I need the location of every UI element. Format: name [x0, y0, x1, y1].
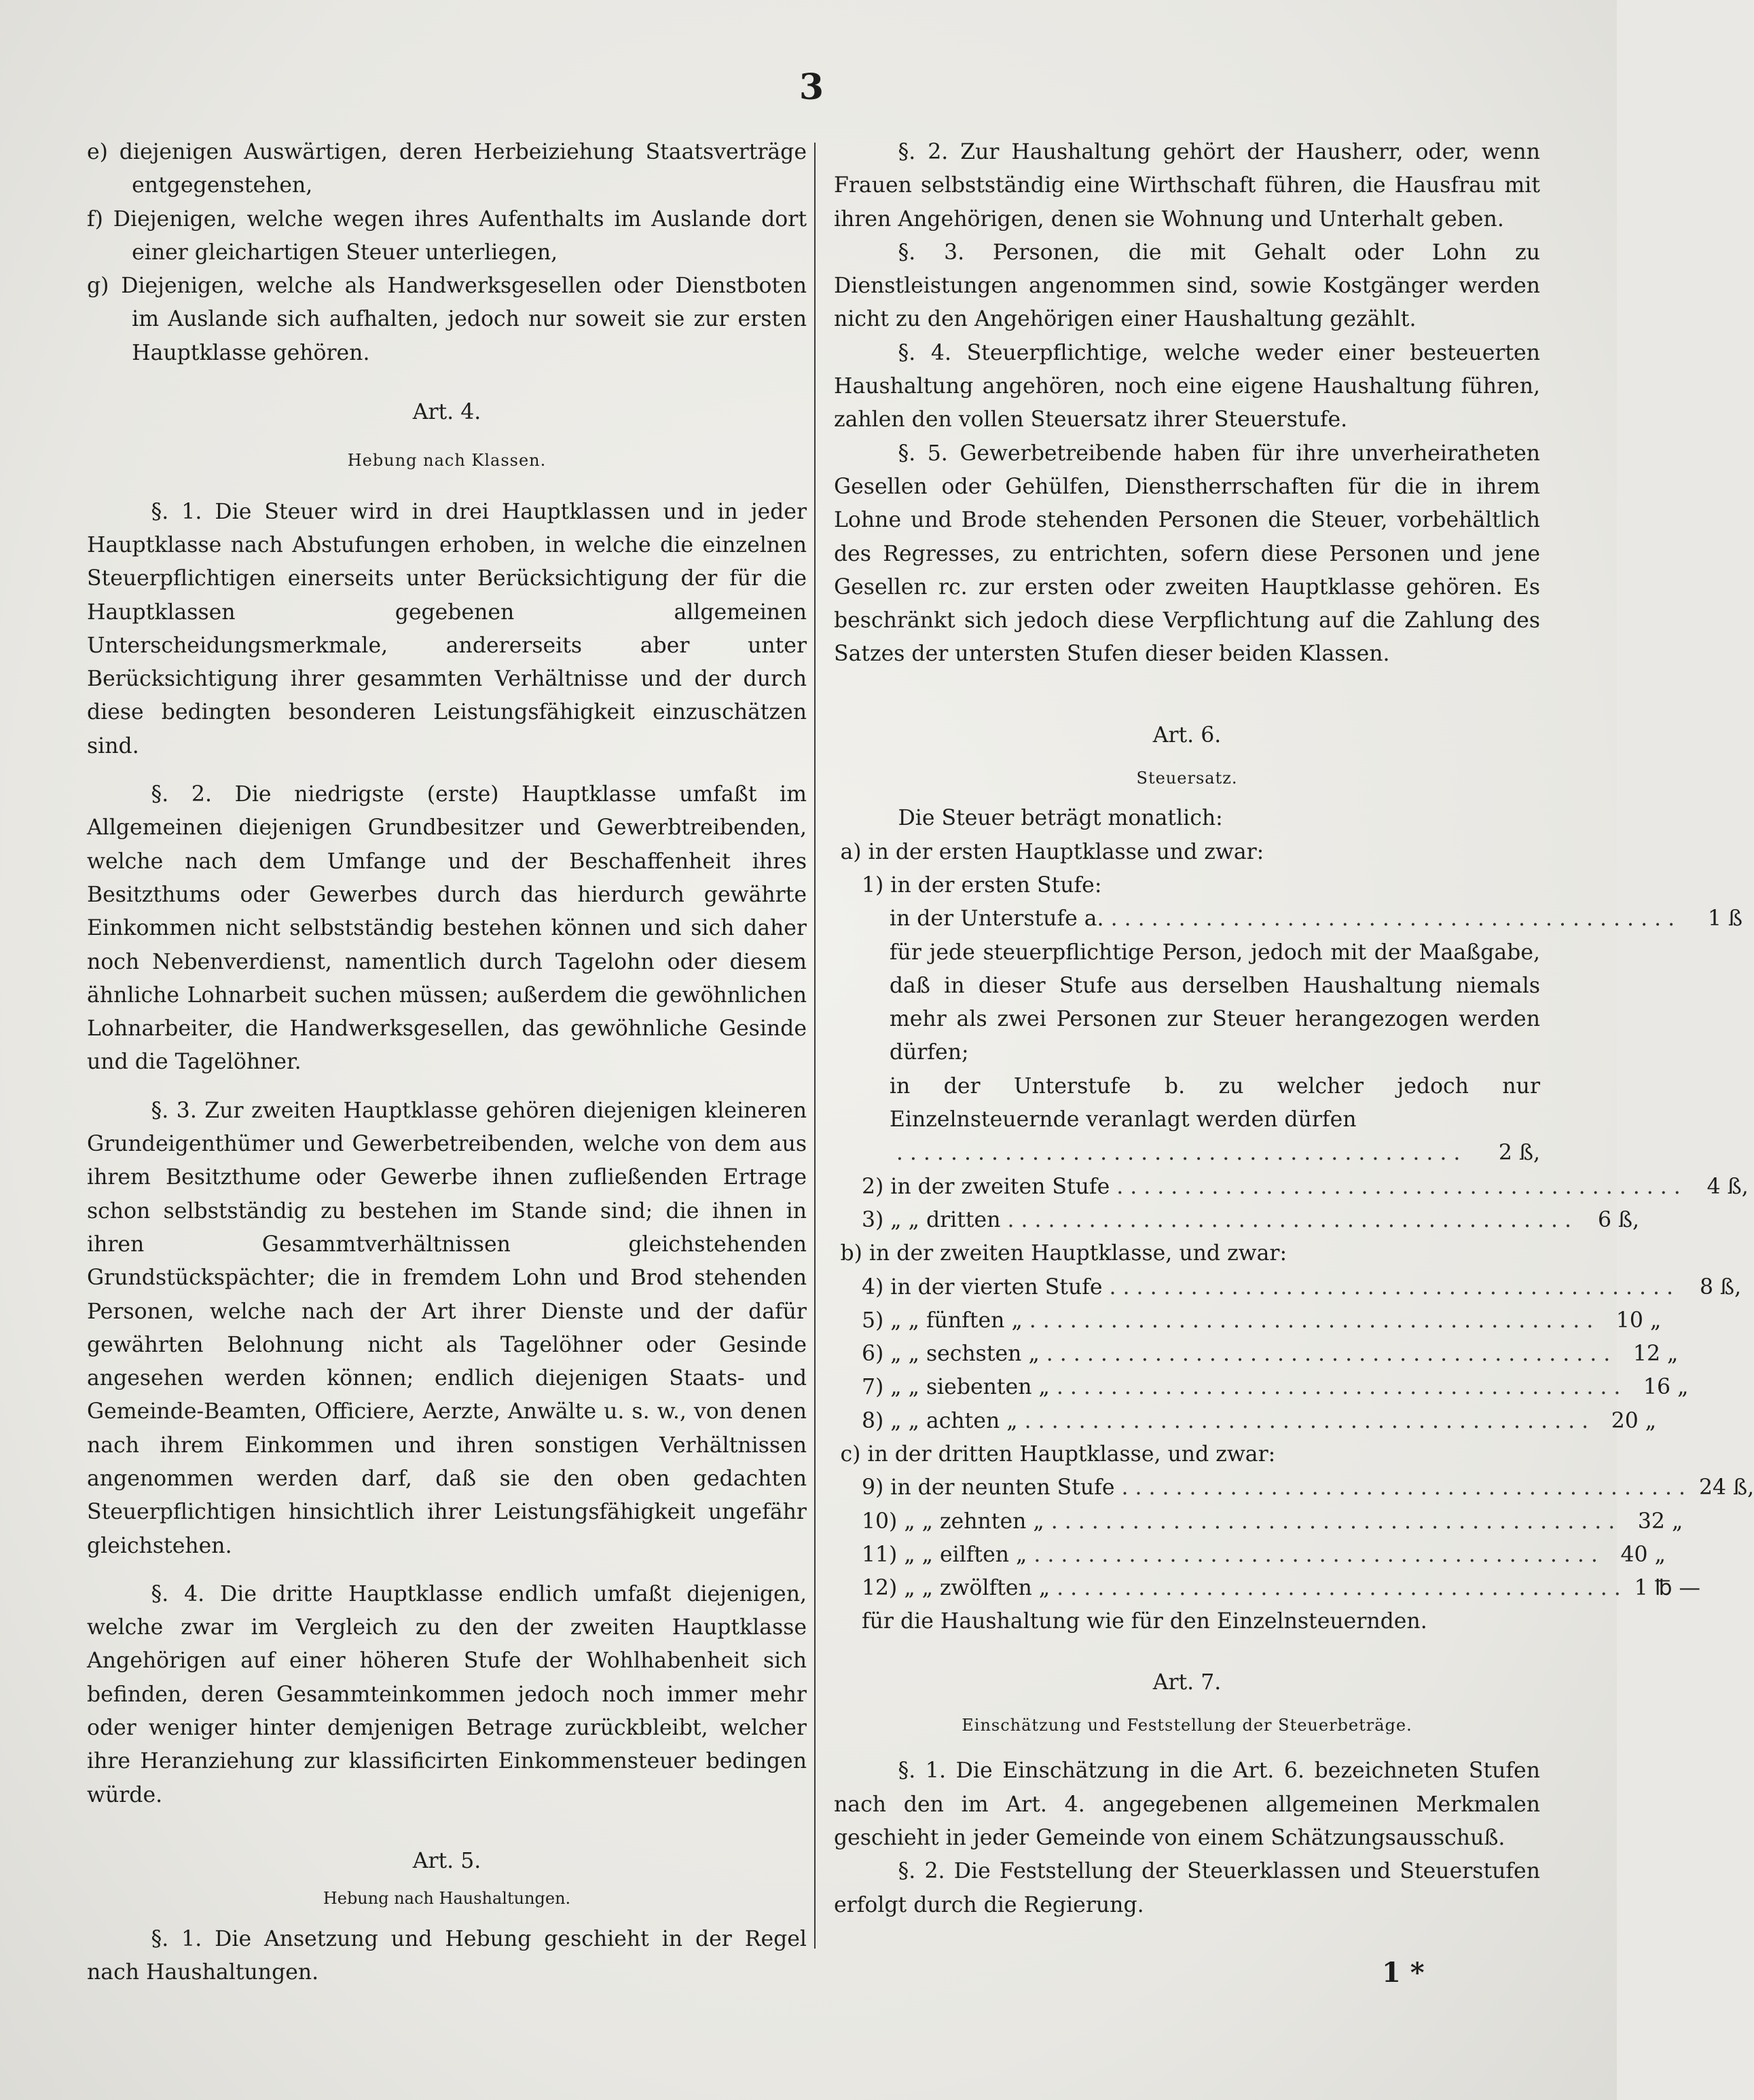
article-7-subheading: Einschätzung und Feststellung der Steuerbeträge.	[962, 1716, 1412, 1735]
tariff-label: 2) in der zweiten Stufe	[861, 1174, 1110, 1199]
tariff-label: 11) „ „ eilften „	[861, 1542, 1027, 1567]
tariff-class-c: c) in der dritten Hauptklasse, und zwar:	[840, 1441, 1276, 1467]
article-5-subheading: Hebung nach Haushaltungen.	[323, 1889, 571, 1909]
tariff-amount: 6 ß,	[1597, 1207, 1640, 1232]
tariff-row	[834, 1204, 1640, 1237]
tariff-class-a: a) in der ersten Hauptklasse und zwar:	[840, 839, 1264, 864]
tariff-label: 7) „ „ siebenten „	[861, 1375, 1050, 1400]
article-6-heading: Art. 6.	[1152, 722, 1222, 748]
tariff-amount: 4 ß,	[1706, 1174, 1749, 1199]
tariff-label: 10) „ „ zehnten „	[861, 1509, 1044, 1534]
tariff-note: für jede steuerpflichtige Person, jedoch mit der Maaßgabe, daß in dieser Stufe aus derselben Haushaltung niemals mehr als zwei Personen zur Steuer herangezogen werden dürfen;	[889, 940, 1540, 1065]
leader-dots: ..........................................	[1110, 906, 1682, 932]
paragraph: §. 3. Personen, die mit Gehalt oder Lohn zu Dienstleistungen angenommen sind, sowie Kostgänger werden nicht zu den Angehörigen einer Haushaltung gezählt.	[834, 240, 1540, 332]
list-item: f) Diejenigen, welche wegen ihres Aufenthalts im Auslande dort einer gleichartigen Steuer unterliegen,	[87, 206, 807, 265]
tariff-label: 5) „ „ fünften „	[861, 1308, 1023, 1333]
tariff-amount: 32 „	[1637, 1509, 1683, 1534]
tariff-amount: 1 ℔ —	[1634, 1576, 1701, 1601]
paragraph: §. 4. Steuerpflichtige, welche weder einer besteuerten Haushaltung angehören, noch eine eigene Haushaltung führen, zahlen den vollen Steuersatz ihrer Steuerstufe.	[834, 340, 1540, 432]
page-number: 3	[799, 67, 824, 108]
tariff-amount: 20 „	[1611, 1408, 1657, 1433]
leader-dots: ..........................................	[1116, 1174, 1687, 1199]
tariff-row	[834, 1171, 1749, 1204]
tariff-row	[834, 1304, 1662, 1338]
tariff-note: für die Haushaltung wie für den Einzelnsteuernden.	[861, 1609, 1427, 1634]
tariff-row	[834, 1371, 1689, 1404]
article-7-heading: Art. 7.	[1152, 1670, 1222, 1695]
tariff-row	[834, 1471, 1754, 1505]
paragraph: §. 2. Die Feststellung der Steuerklassen und Steuerstufen erfolgt durch die Regierung.	[834, 1859, 1540, 1917]
paragraph: §. 1. Die Steuer wird in drei Hauptklassen und in jeder Hauptklasse nach Abstufungen erhoben, in welche die einzelnen Steuerpflichtigen einerseits unter Berücksichtigung der für die Hauptklassen gegebenen allgemeinen Unterscheidungsmerkmale, andererseits aber unter Berücksichtigung ihrer gesammten Verhältnisse und der durch diese bedingten besonderen Leistungsfähigkeit einzuschätzen sind.	[87, 499, 807, 758]
leader-dots: ..........................................	[1007, 1207, 1579, 1232]
tariff-amount: 8 ß,	[1699, 1274, 1742, 1300]
tariff-row	[834, 1405, 1657, 1438]
leader-dots: ..........................................	[896, 1141, 1467, 1166]
right-column	[834, 136, 1754, 1922]
leader-dots: ..........................................	[1121, 1475, 1693, 1500]
paragraph: §. 2. Zur Haushaltung gehört der Hausherr, oder, wenn Frauen selbstständig eine Wirthschaft führen, die Hausfrau mit ihren Angehörigen, denen sie Wohnung und Unterhalt geben.	[834, 140, 1540, 232]
article-6-subheading: Steuersatz.	[1136, 769, 1238, 788]
leader-dots: ..........................................	[1056, 1375, 1628, 1400]
tariff-label: 9) in der neunten Stufe	[861, 1475, 1115, 1500]
tariff-row	[834, 1539, 1666, 1572]
tariff-row	[834, 1338, 1679, 1371]
tariff-class-b: b) in der zweiten Hauptklasse, und zwar:	[840, 1241, 1287, 1266]
article-4-subheading: Hebung nach Klassen.	[347, 451, 547, 471]
list-item: e) diejenigen Auswärtigen, deren Herbeiziehung Staatsverträge entgegenstehen,	[87, 140, 807, 198]
left-column	[87, 136, 807, 1989]
tariff-label: 6) „ „ sechsten „	[861, 1342, 1040, 1367]
tariff-row	[834, 1572, 1701, 1605]
tariff-row	[834, 1271, 1742, 1304]
tariff-amount: 24 ß,	[1699, 1475, 1754, 1500]
tariff-row	[834, 902, 1743, 936]
tariff-amount: 1 ß	[1708, 906, 1743, 932]
tariff-label: 4) in der vierten Stufe	[861, 1274, 1103, 1300]
tariff-intro: Die Steuer beträgt monatlich:	[898, 806, 1223, 831]
tariff-amount: 12 „	[1632, 1342, 1679, 1367]
tariff-label: 8) „ „ achten „	[861, 1408, 1018, 1433]
column-divider	[814, 143, 816, 1949]
article-4-heading: Art. 4.	[412, 400, 481, 425]
tariff-amount: 10 „	[1615, 1308, 1662, 1333]
tariff-amount: 40 „	[1620, 1542, 1666, 1567]
paragraph: §. 4. Die dritte Hauptklasse endlich umfaßt diejenigen, welche zwar im Vergleich zu den der zweiten Hauptklasse Angehörigen auf einer höheren Stufe der Wohlhabenheit sich befinden, deren Gesammteinkommen jedoch noch immer mehr oder weniger hinter demjenigen Betrage zurückbleibt, welcher ihre Heranziehung zur klassificirten Einkommensteuer bedingen würde.	[87, 1581, 807, 1807]
list-item: g) Diejenigen, welche als Handwerksgesellen oder Dienstboten im Auslande sich aufhalten, jedoch nur soweit sie zur ersten Hauptklasse gehören.	[87, 274, 807, 365]
leader-dots: ..........................................	[1050, 1509, 1622, 1534]
article-5-heading: Art. 5.	[412, 1848, 481, 1873]
leader-dots: ..........................................	[1024, 1408, 1596, 1433]
paragraph: §. 1. Die Einschätzung in die Art. 6. bezeichneten Stufen nach den im Art. 4. angegebenen allgemeinen Merkmalen geschieht in jeder Gemeinde von einem Schätzungsausschuß.	[834, 1758, 1540, 1850]
leader-dots: ..........................................	[1034, 1542, 1605, 1567]
paragraph: §. 3. Zur zweiten Hauptklasse gehören diejenigen kleineren Grundeigenthümer und Gewerbetreibenden, welche von dem aus ihrem Besitzthume oder Gewerbe ihnen zufließenden Ertrage schon selbstständig zu bestehen im Stande sind; die ihnen in ihren Gesammtverhältnissen gleichstehenden Grundstückspächter; die in fremdem Lohn und Brod stehenden Personen, welche nach der Art ihrer Dienste und der dafür gewährten Belohnung nicht als Tagelöhner oder Gesinde angesehen werden können; endlich diejenigen Staats- und Gemeinde-Beamten, Officiere, Aerzte, Anwälte u. s. w., von denen nach ihrem Einkommen und ihren sonstigen Verhältnissen angenommen werden darf, daß sie den oben gedachten Steuerpflichtigen hinsichtlich ihrer Leistungsfähigkeit ungefähr gleichstehen.	[87, 1098, 807, 1558]
leader-dots: ..........................................	[1046, 1342, 1618, 1367]
tariff-amount: 16 „	[1643, 1375, 1689, 1400]
tariff-row	[834, 1505, 1683, 1539]
leader-dots: ..........................................	[1109, 1274, 1681, 1300]
tariff-amount: 2 ß,	[1498, 1141, 1540, 1166]
tariff-label: in der Unterstufe a.	[889, 906, 1104, 932]
paragraph: §. 5. Gewerbetreibende haben für ihre unverheiratheten Gesellen oder Gehülfen, Dienstherrschaften für die in ihrem Lohne und Brode stehenden Personen die Steuer, vorbehältlich des Regresses, zu entrichten, sofern diese Personen und jene Gesellen rc. zur ersten oder zweiten Hauptklasse gehören. Es beschränkt sich jedoch diese Verpflichtung auf die Zahlung des Satzes der untersten Stufen dieser beiden Klassen.	[834, 441, 1540, 667]
paragraph: §. 1. Die Ansetzung und Hebung geschieht in der Regel nach Haushaltungen.	[87, 1926, 807, 1985]
leader-dots: ..........................................	[1057, 1576, 1628, 1601]
paragraph: §. 2. Die niedrigste (erste) Hauptklasse umfaßt im Allgemeinen diejenigen Grundbesitzer und Gewerbtreibenden, welche nach dem Umfange und der Beschaffenheit ihres Besitzthums oder Gewerbes durch das hierdurch gewährte Einkommen nicht selbstständig bestehen können und sich daher noch Nebenverdienst, namentlich durch Tagelohn oder diesem ähnliche Lohnarbeit suchen müssen; außerdem die gewöhnlichen Lohnarbeiter, die Handwerksgesellen, das gewöhnliche Gesinde und die Tagelöhner.	[87, 782, 807, 1075]
tariff-label: 12) „ „ zwölften „	[861, 1576, 1050, 1601]
tariff-label: 3) „ „ dritten	[861, 1207, 1001, 1232]
tariff-row	[834, 1137, 1540, 1170]
signature-mark: 1 *	[1382, 1957, 1425, 1989]
tariff-label: in der Unterstufe b. zu welcher jedoch nur Einzelnsteuernde veranlagt werden dürfen	[889, 1073, 1540, 1132]
leader-dots: ..........................................	[1029, 1308, 1601, 1333]
tariff-step-1: 1) in der ersten Stufe:	[861, 872, 1102, 898]
